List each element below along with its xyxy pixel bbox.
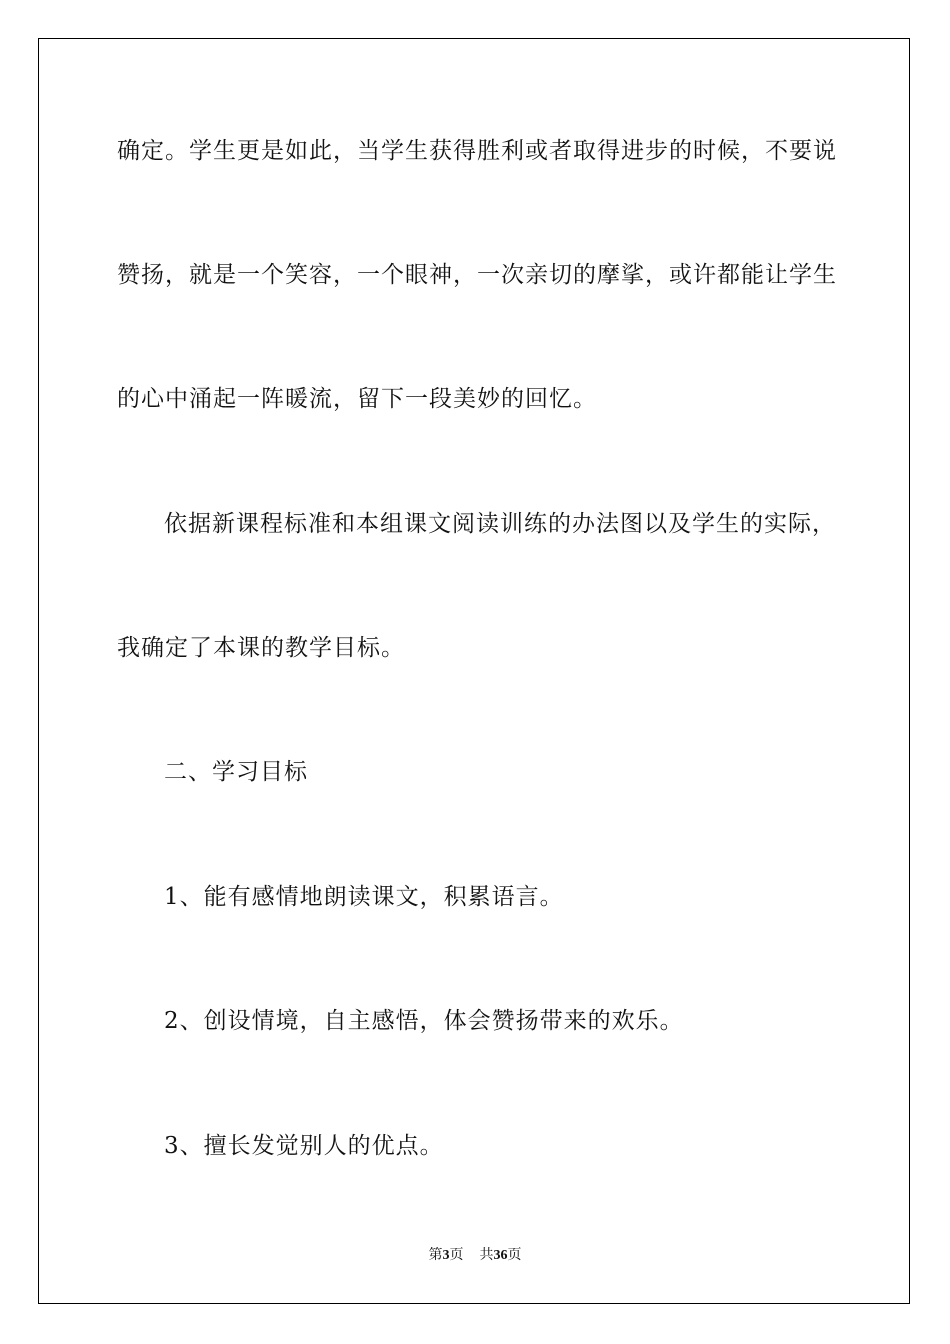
goal-item-3: 3、擅长发觉别人的优点。 [164, 1133, 444, 1159]
text-line-3: 的心中涌起一阵暖流，留下一段美妙的回忆。 [117, 386, 597, 412]
footer-total-pages: 36 [493, 1248, 508, 1263]
text-line-1: 确定。学生更是如此，当学生获得胜利或者取得进步的时候，不要说 [117, 138, 837, 164]
goal-item-1: 1、能有感情地朗读课文，积累语言。 [164, 884, 564, 910]
footer-total-prefix: 共 [479, 1247, 494, 1263]
page-border [38, 38, 910, 1304]
text-line-4: 依据新课程标准和本组课文阅读训练的办法图以及学生的实际， [164, 511, 836, 537]
goal-item-2: 2、创设情境，自主感悟，体会赞扬带来的欢乐。 [164, 1008, 684, 1034]
text-line-5: 我确定了本课的教学目标。 [117, 635, 405, 661]
page-footer [0, 1245, 950, 1266]
footer-page-number: 3 [442, 1248, 450, 1263]
footer-page-suffix: 页 [449, 1247, 464, 1263]
footer-page-prefix: 第 [428, 1247, 443, 1263]
text-line-2: 赞扬，就是一个笑容，一个眼神，一次亲切的摩挲，或许都能让学生 [117, 262, 837, 288]
section-heading: 二、学习目标 [164, 759, 308, 785]
footer-total-suffix: 页 [507, 1247, 522, 1263]
